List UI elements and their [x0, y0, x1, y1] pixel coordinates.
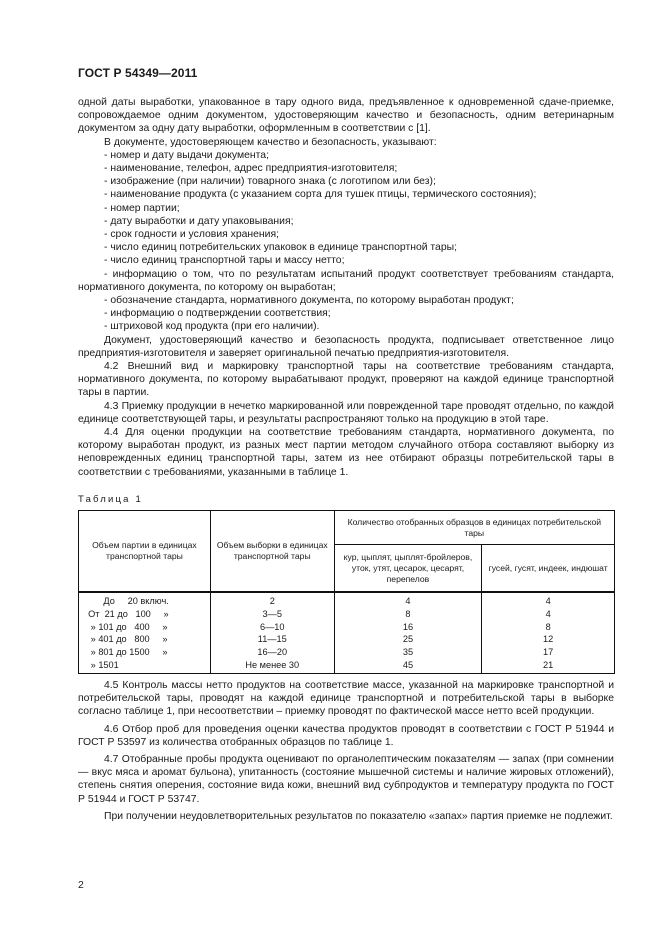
clause-4-4: 4.4 Для оценки продукции на соответствие требованиям стандарта, нормативного документа, по которому выработан продукт, из разных мест партии методом случайного отбора составляют выборку из неповрежденных единиц транспортной тары, затем из нее отбирают образцы потребительской тары в соответствии с требованиями, указанными в таблице 1.	[78, 427, 614, 478]
cell-sample: Не менее 30	[210, 659, 334, 673]
clause-4-7: 4.7 Отобранные пробы продукта оценивают по органолептическим показателям — запах (при сомнении — вкус мяса и аромат бульона), упитанность (состояние мышечной системы и наличие жировых отложений), степень снятия оперения, состояние вида кожи, внешний вид субпродуктов и температуру продукта по ГОСТ Р 51944 и ГОСТ Р 53747.	[78, 754, 614, 805]
cell-geese: 4	[482, 592, 615, 608]
page-number: 2	[78, 880, 84, 891]
cell-lot: » 101 до 400 »	[79, 621, 211, 634]
cell-chickens: 25	[334, 633, 482, 646]
clause-4-3: 4.3 Приемку продукции в нечетко маркированной или поврежденной таре проводят отдельно, по каждой единице соответствующей тары, и результаты распространяют только на продукцию в этой таре.	[78, 400, 614, 425]
cell-sample: 3—5	[210, 608, 334, 621]
cell-lot: От 21 до 100 »	[79, 608, 211, 621]
intro-section	[78, 96, 614, 479]
list-item: - обозначение стандарта, нормативного документа, по которому выработан продукт;	[104, 295, 514, 307]
cell-chickens: 35	[334, 646, 482, 659]
list-item: - срок годности и условия хранения;	[104, 229, 279, 241]
list-item: - наименование продукта (с указанием сорта для тушек птицы, термического состояния);	[104, 189, 537, 201]
table-row	[79, 592, 615, 608]
list-item: - информацию о том, что по результатам испытаний продукт соответствует требованиям стандарта, нормативного документа, по которому он выработан;	[78, 268, 614, 293]
table-caption: Таблица 1	[78, 494, 143, 505]
cell-lot: » 401 до 800 »	[79, 633, 211, 646]
cell-lot: » 801 до 1500 »	[79, 646, 211, 659]
continuation-paragraph: одной даты выработки, упакованное в тару одного вида, предъявленное к одновременной сдаче-приемке, сопровождаемое одним документом, удостоверяющим качество и безопасность, одним ветеринарным документом за одну дату выработки, оформленным в соответствии с [1].	[78, 97, 614, 135]
clause-4-5: 4.5 Контроль массы нетто продуктов на соответствие массе, указанной на маркировке транспортной и потребительской тары, проводят на каждой единице транспортной и потребительской тары в выборке согласно таблице 1, при несоответствии – приемку проводят по фактической массе нетто всей продукции.	[78, 680, 614, 718]
cell-sample: 2	[210, 592, 334, 608]
list-item: - дату выработки и дату упаковывания;	[104, 215, 294, 227]
table-row	[79, 633, 615, 646]
cell-lot: » 1501	[79, 659, 211, 673]
list-item: - информацию о подтверждении соответствия;	[104, 308, 331, 320]
list-lead: В документе, удостоверяющем качество и безопасность, указывают:	[104, 136, 437, 148]
table-row	[79, 646, 615, 659]
cell-sample: 6—10	[210, 621, 334, 634]
list-item: - штриховой код продукта (при его наличии).	[104, 321, 320, 333]
cell-sample: 16—20	[210, 646, 334, 659]
header-sample-size: Объем выборки в единицах транспортной тары	[210, 511, 334, 593]
header-samples-group: Количество отобранных образцов в единицах потребительской тары	[334, 511, 614, 545]
cell-geese: 17	[482, 646, 615, 659]
clause-4-2: 4.2 Внешний вид и маркировку транспортной тары на соответствие требованиям стандарта, нормативного документа, по которому вырабатывают продукт, проверяют на каждой единице транспортной тары в партии.	[78, 361, 614, 399]
sampling-table	[78, 510, 615, 674]
list-item: - номер партии;	[104, 202, 180, 214]
table-row	[79, 621, 615, 634]
header-chickens: кур, цыплят, цыплят-бройлеров, уток, утят, цесарок, цесарят, перепелов	[334, 545, 482, 593]
list-item: - номер и дату выдачи документа;	[104, 149, 269, 161]
cell-geese: 8	[482, 621, 615, 634]
cell-chickens: 4	[334, 592, 482, 608]
cell-geese: 4	[482, 608, 615, 621]
cell-chickens: 8	[334, 608, 482, 621]
list-item: - число единиц потребительских упаковок в единице транспортной тары;	[104, 242, 457, 254]
cell-geese: 12	[482, 633, 615, 646]
cell-geese: 21	[482, 659, 615, 673]
cell-sample: 11—15	[210, 633, 334, 646]
table-row	[79, 608, 615, 621]
cell-chickens: 16	[334, 621, 482, 634]
document-header: ГОСТ Р 54349—2011	[78, 66, 198, 80]
list-item: - наименование, телефон, адрес предприятия-изготовителя;	[104, 163, 398, 175]
list-item: - изображение (при наличии) товарного знака (с логотипом или без);	[104, 176, 436, 188]
header-geese: гусей, гусят, индеек, индюшат	[482, 545, 615, 593]
header-lot-size: Объем партии в единицах транспортной тары	[79, 511, 211, 593]
signature-paragraph: Документ, удостоверяющий качество и безопасность продукта, подписывает ответственное лицо предприятия-изготовителя и заверяет оригинальной печатью предприятия-изготовителя.	[78, 334, 614, 359]
table-row	[79, 659, 615, 673]
cell-lot: До 20 включ.	[79, 592, 211, 608]
clause-4-6: 4.6 Отбор проб для проведения оценки качества продуктов проводят в соответствии с ГОСТ Р 51944 и ГОСТ Р 53597 из количества отобранных образцов по таблице 1.	[78, 723, 614, 748]
cell-chickens: 45	[334, 659, 482, 673]
clause-4-7-tail: При получении неудовлетворительных результатов по показателю «запах» партия приемке не подлежит.	[104, 810, 613, 822]
post-table-section	[78, 679, 614, 823]
list-item: - число единиц транспортной тары и массу нетто;	[104, 255, 345, 267]
